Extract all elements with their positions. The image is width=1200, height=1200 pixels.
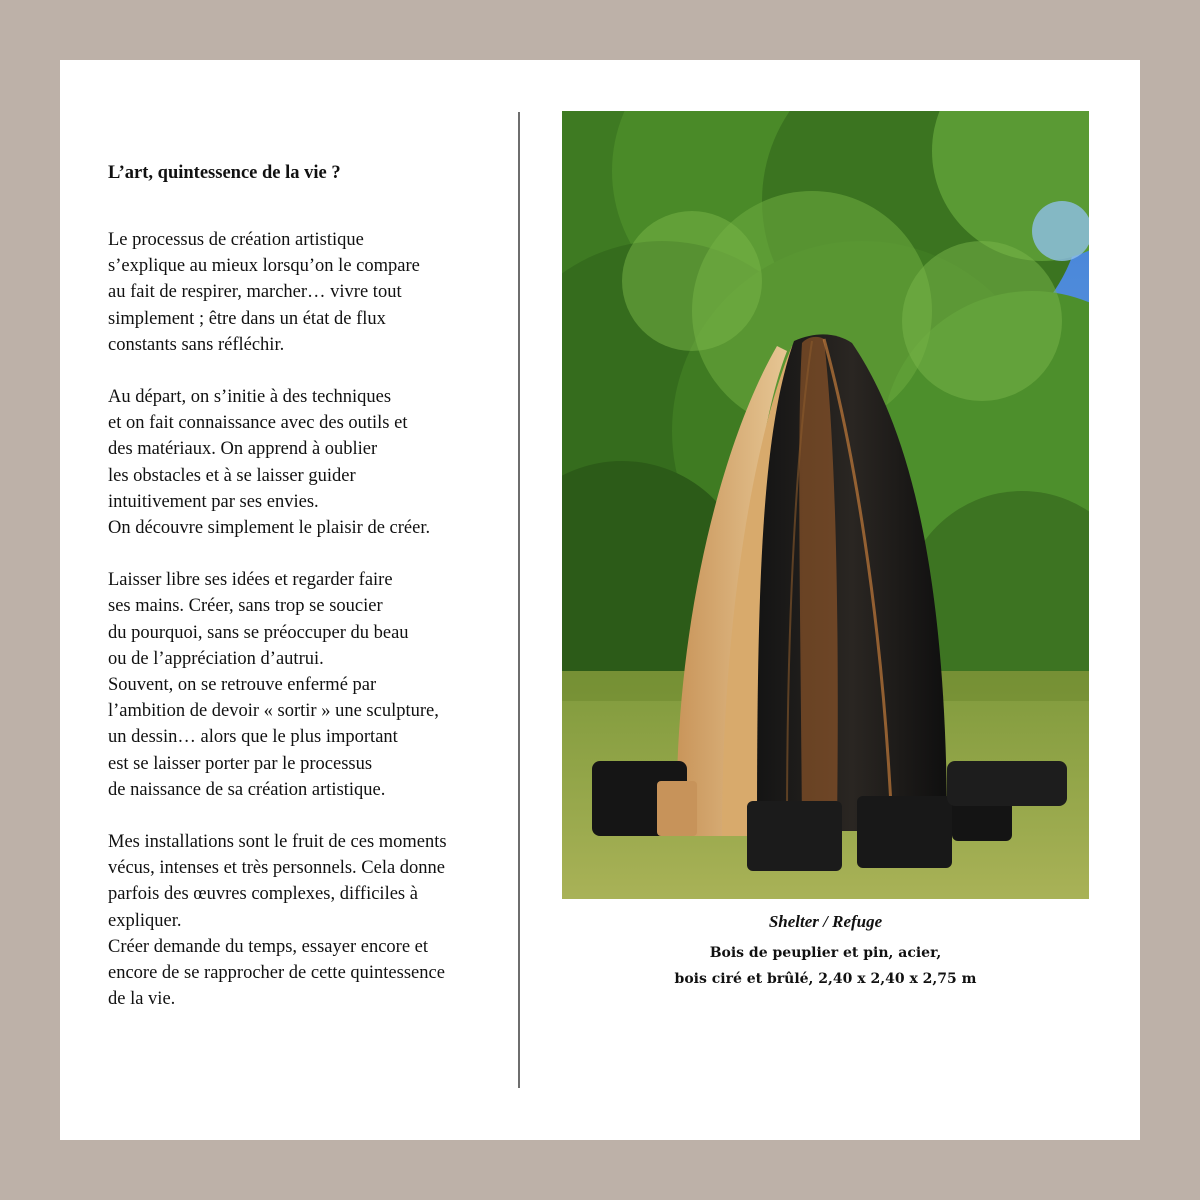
text-line: et on fait connaissance avec des outils et: [108, 413, 408, 434]
text-line: est se laisser porter par le processus: [108, 753, 373, 774]
text-line: les obstacles et à se laisser guider: [108, 465, 356, 486]
text-line: Souvent, on se retrouve enfermé par: [108, 675, 377, 696]
text-line: des matériaux. On apprend à oublier: [108, 439, 378, 460]
text-line: expliquer.: [108, 910, 182, 931]
text-line: du pourquoi, sans se préoccuper du beau: [108, 622, 409, 643]
paragraph-1: [108, 227, 508, 358]
artwork-dimensions: bois ciré et brûlé, 2,40 x 2,40 x 2,75 m: [674, 971, 977, 987]
text-column: [108, 160, 508, 1038]
article-heading: L’art, quintessence de la vie ?: [108, 163, 341, 183]
text-line: l’ambition de devoir « sortir » une sculpture,: [108, 701, 439, 722]
text-line: On découvre simplement le plaisir de créer.: [108, 518, 431, 539]
photo-caption: [562, 912, 1089, 992]
page: [60, 60, 1140, 1140]
text-line: parfois des œuvres complexes, difficiles à: [108, 884, 418, 905]
text-line: encore de se rapprocher de cette quintessence: [108, 963, 445, 984]
text-line: de naissance de sa création artistique.: [108, 779, 386, 800]
artwork-title: Shelter / Refuge: [768, 912, 883, 931]
text-line: vécus, intenses et très personnels. Cela donne: [108, 858, 446, 879]
text-line: au fait de respirer, marcher… vivre tout: [108, 282, 402, 303]
text-line: de la vie.: [108, 989, 176, 1010]
sculpture-photo: [562, 111, 1089, 899]
text-line: Le processus de création artistique: [108, 230, 364, 250]
text-line: s’explique au mieux lorsqu’on le compare: [108, 256, 420, 277]
text-line: Mes installations sont le fruit de ces moments: [108, 832, 447, 853]
text-line: un dessin… alors que le plus important: [108, 727, 398, 748]
text-line: ses mains. Créer, sans trop se soucier: [108, 596, 383, 617]
column-divider: [518, 112, 520, 1088]
paragraph-4: [108, 829, 508, 1012]
artwork-materials: Bois de peuplier et pin, acier,: [709, 945, 942, 961]
text-line: Laisser libre ses idées et regarder faire: [108, 570, 393, 591]
text-line: ou de l’appréciation d’autrui.: [108, 648, 324, 669]
paragraph-3: [108, 567, 508, 803]
text-line: constants sans réfléchir.: [108, 334, 285, 355]
text-line: simplement ; être dans un état de flux: [108, 308, 386, 329]
text-line: intuitivement par ses envies.: [108, 491, 319, 512]
text-line: Créer demande du temps, essayer encore et: [108, 936, 429, 957]
paragraph-2: [108, 384, 508, 541]
text-line: Au départ, on s’initie à des techniques: [108, 387, 392, 408]
